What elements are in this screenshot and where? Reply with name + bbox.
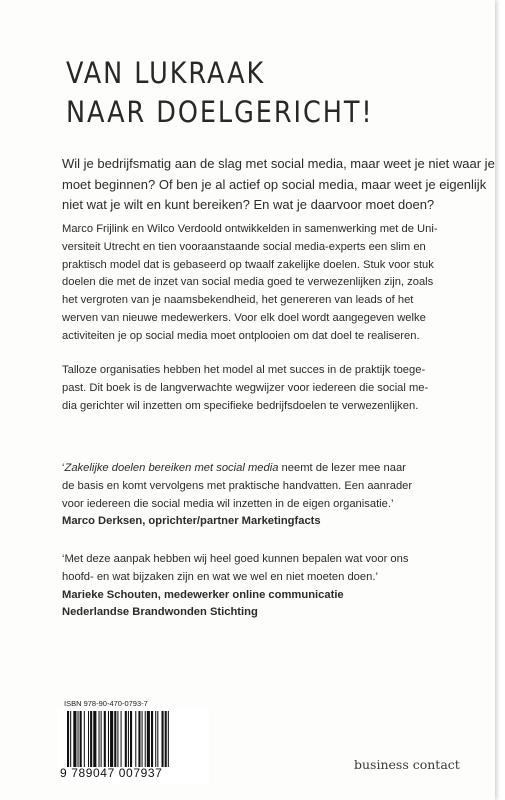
text-line: dia gerichter wil inzetten om specifieke bedrijfsdoelen te verwezenlijken. (62, 399, 419, 412)
text-line: Marco Frijlink en Wilco Verdoold ontwikkelden in samenwerking met de Uni- (62, 223, 438, 235)
isbn-label: ISBN 978-90-470-0793-7 (64, 699, 148, 708)
cover-heading (66, 54, 418, 132)
text-line: ‘Met deze aanpak hebben wij heel goed kunnen bepalen wat voor ons (62, 553, 409, 565)
text-line (62, 460, 412, 478)
text-line: Talloze organisaties hebben het model al met succes in de praktijk toege- (62, 364, 426, 376)
text-line: moet beginnen? Of ben je al actief op social media, maar weet je eigenlijk (62, 176, 487, 192)
quote-text: neemt de lezer mee naar (278, 462, 406, 474)
text-line: de basis en komt vervolgens met praktische handvatten. Een aanrader (62, 479, 413, 492)
text-line: versiteit Utrecht en tien vooraanstaande social media-experts een slim en (62, 240, 426, 253)
text-line: werven van nieuwe medewerkers. Voor elk doel wordt aangegeven welke (62, 311, 426, 324)
text-line: praktisch model dat is gebaseerd op twaalf zakelijke doelen. Stuk voor stuk (62, 258, 434, 271)
text-line: niet wat je wilt en kunt bereiken? En wat je daarvoor moet doen? (62, 197, 435, 212)
body-paragraph (62, 221, 438, 346)
testimonial-quote (62, 460, 412, 531)
barcode-digits: 9 789047 007937 (60, 766, 163, 780)
quote-open-mark: ‘ (62, 462, 65, 474)
intro-paragraph (62, 154, 495, 216)
body-paragraph (62, 362, 428, 415)
quote-attribution: Nederlandse Brandwonden Stichting (62, 606, 258, 619)
text-line: voor iedereen die social media wil inzetten in de eigen organisatie.’ (62, 497, 394, 510)
text-line: activiteiten je op social media moet ontplooien om dat doel te realiseren. (62, 329, 420, 342)
quote-attribution: Marieke Schouten, medewerker online communicatie (62, 588, 344, 601)
text-line: het vergroten van je naamsbekendheid, het genereren van leads of het (62, 294, 414, 307)
heading-line: NAAR DOELGERICHT! (66, 95, 374, 129)
barcode (58, 708, 209, 785)
testimonial-quote (62, 551, 408, 622)
text-line: hoofd- en wat bijzaken zijn en wat we wel en niet moeten doen.’ (62, 570, 378, 583)
book-title: Zakelijke doelen bereiken met social media (64, 462, 279, 474)
publisher-logo: business contact (354, 757, 460, 772)
text-line: Wil je bedrijfsmatig aan de slag met social media, maar weet je niet waar je (62, 156, 495, 171)
text-line: past. Dit boek is de langverwachte wegwijzer voor iedereen die social me- (62, 381, 429, 394)
quote-attribution: Marco Derksen, oprichter/partner Marketingfacts (62, 515, 321, 528)
barcode-bars (63, 711, 204, 767)
text-line: doelen die met de inzet van social media goed te verwezenlijken zijn, zoals (62, 276, 434, 289)
heading-line: VAN LUKRAAK (66, 56, 266, 90)
